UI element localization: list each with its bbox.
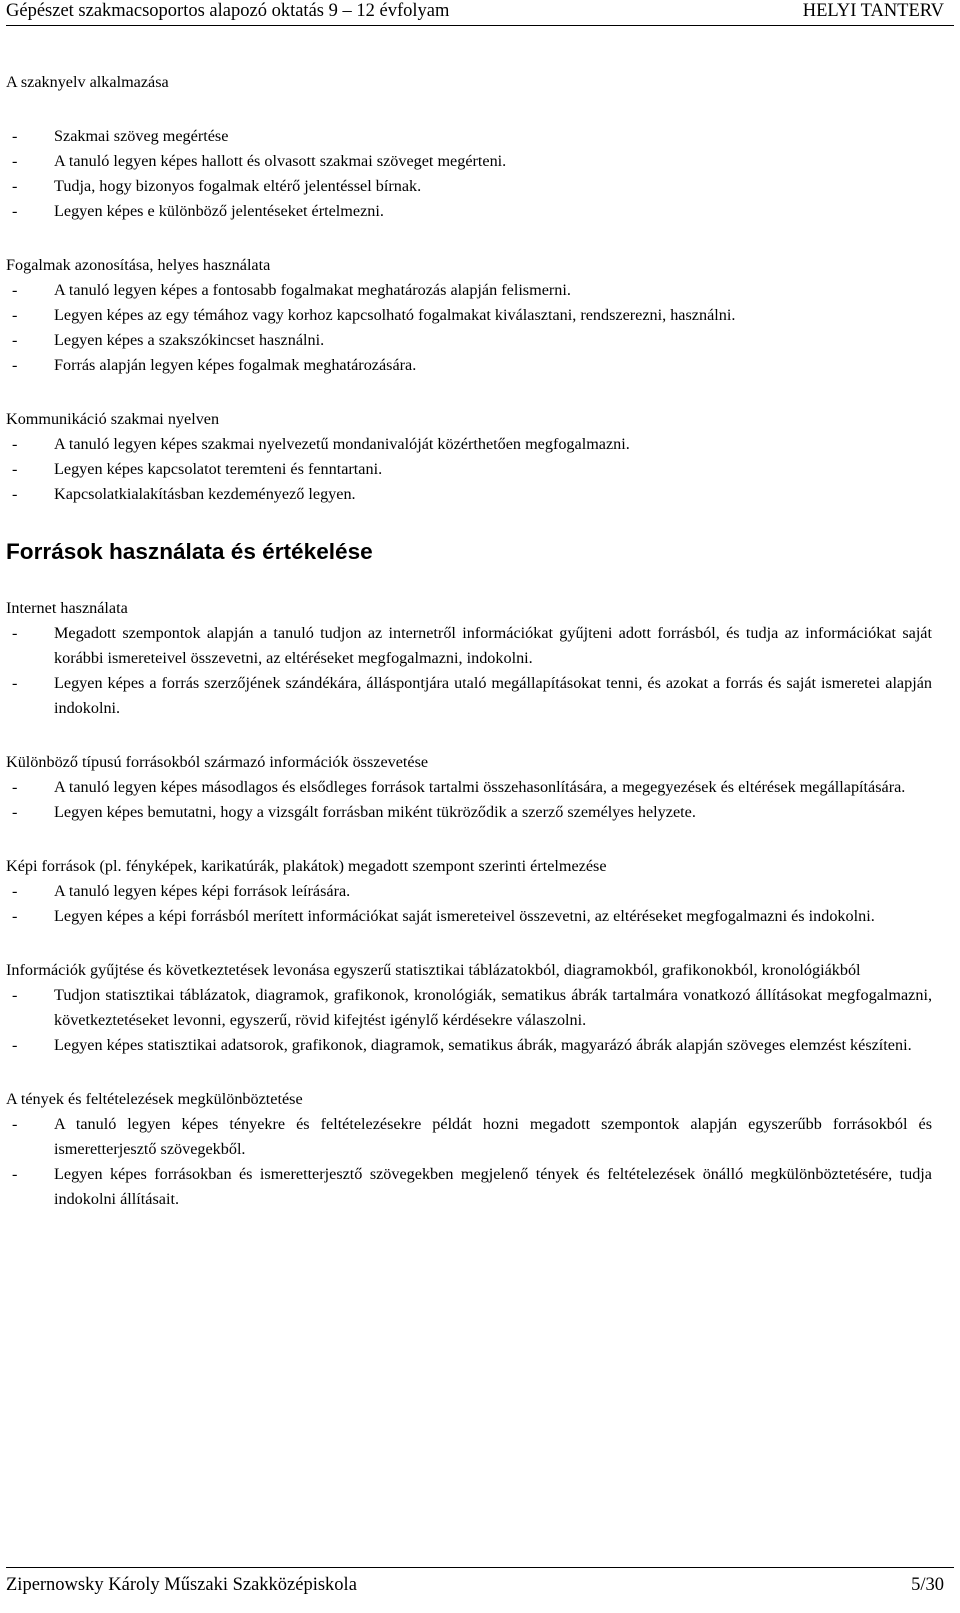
list-item: - Legyen képes bemutatni, hogy a vizsgált forrásban miként tükröződik a szerző személyes helyzete.	[6, 800, 932, 825]
bullet-dash: -	[12, 882, 18, 900]
list-fogalmak	[6, 278, 932, 378]
list-item: - Forrás alapján legyen képes fogalmak meghatározására.	[6, 353, 932, 378]
list-kulonbozo	[6, 775, 932, 825]
bullet-dash: -	[12, 1165, 18, 1183]
bullet-dash: -	[12, 674, 18, 692]
footer-school-name: Zipernowsky Károly Műszaki Szakközépiskola	[6, 1575, 357, 1595]
bullet-dash: -	[12, 624, 18, 642]
bullet-dash: -	[12, 306, 18, 324]
list-item: - Legyen képes a forrás szerzőjének szándékára, álláspontjára utaló megállapításokat tenni, és azokat a forrás és saját ismeretei alapján indokolni.	[6, 671, 932, 721]
page-content	[6, 70, 932, 1212]
list-item: - Megadott szempontok alapján a tanuló tudjon az internetről információkat gyűjteni adott forrásból, és tudja az információkat saját korábbi ismereteivel összevetni, az eltéréseket megfogalmazni, indokolni.	[6, 621, 932, 671]
section-heading-internet: Internet használata	[6, 599, 128, 617]
list-tenyek	[6, 1112, 932, 1212]
page-header	[6, 0, 954, 26]
bullet-dash: -	[12, 1036, 18, 1054]
bullet-dash: -	[12, 460, 18, 478]
bullet-dash: -	[12, 907, 18, 925]
list-item: - Tudjon statisztikai táblázatok, diagramok, grafikonok, kronológiák, sematikus ábrák tartalmára vonatkozó állításokat megfogalmazni, következtetéseket levonni, egyszerű, rövid kifejtést igénylő kérdésekre válaszolni.	[6, 983, 932, 1033]
list-item: - Szakmai szöveg megértése	[6, 124, 932, 149]
list-item: - A tanuló legyen képes tényekre és feltételezésekre példát hozni megadott szempontok alapján egyszerűbb forrásokból és ismeretterjesztő szövegekből.	[6, 1112, 932, 1162]
list-item: - Legyen képes e különböző jelentéseket értelmezni.	[6, 199, 932, 224]
list-item: - A tanuló legyen képes hallott és olvasott szakmai szöveget megérteni.	[6, 149, 932, 174]
bullet-dash: -	[12, 331, 18, 349]
bullet-dash: -	[12, 127, 18, 145]
section-heading-fogalmak: Fogalmak azonosítása, helyes használata	[6, 256, 271, 274]
list-item: - A tanuló legyen képes a fontosabb fogalmakat meghatározás alapján felismerni.	[6, 278, 932, 303]
page-footer	[6, 1567, 954, 1608]
section-heading-szaknyelv: A szaknyelv alkalmazása	[6, 73, 169, 91]
list-item: - Legyen képes kapcsolatot teremteni és fenntartani.	[6, 457, 932, 482]
list-item: - Tudja, hogy bizonyos fogalmak eltérő jelentéssel bírnak.	[6, 174, 932, 199]
bullet-dash: -	[12, 152, 18, 170]
list-item: - A tanuló legyen képes képi források leírására.	[6, 879, 932, 904]
list-kepi	[6, 879, 932, 929]
list-item: - A tanuló legyen képes szakmai nyelvezetű mondanivalóját közérthetően megfogalmazni.	[6, 432, 932, 457]
bullet-dash: -	[12, 803, 18, 821]
page-number: 5/30	[911, 1575, 944, 1595]
bullet-dash: -	[12, 986, 18, 1004]
list-item: - A tanuló legyen képes másodlagos és elsődleges források tartalmi összehasonlítására, a megegyezések és eltérések megállapítására.	[6, 775, 932, 800]
list-item: - Kapcsolatkialakításban kezdeményező legyen.	[6, 482, 932, 507]
section-heading-informaciok: Információk gyűjtése és következtetések levonása egyszerű statisztikai táblázatokból, diagramokból, grafikonokból, kronológiákból	[6, 961, 861, 979]
list-item: - Legyen képes statisztikai adatsorok, grafikonok, diagramok, sematikus ábrák, magyarázó ábrák alapján szöveges elemzést készíteni.	[6, 1033, 932, 1058]
bullet-dash: -	[12, 485, 18, 503]
bullet-dash: -	[12, 202, 18, 220]
section-heading-kommunikacio: Kommunikáció szakmai nyelven	[6, 410, 220, 428]
bullet-dash: -	[12, 1115, 18, 1133]
bullet-dash: -	[12, 177, 18, 195]
list-item: - Legyen képes a szakszókincset használni.	[6, 328, 932, 353]
list-kommunikacio	[6, 432, 932, 507]
list-item: - Legyen képes az egy témához vagy korhoz kapcsolható fogalmakat kiválasztani, rendszerezni, használni.	[6, 303, 932, 328]
header-title: Gépészet szakmacsoportos alapozó oktatás 9 – 12 évfolyam	[6, 1, 450, 21]
bullet-dash: -	[12, 281, 18, 299]
bullet-dash: -	[12, 778, 18, 796]
section-heading-kulonbozo: Különböző típusú forrásokból származó információk összevetése	[6, 753, 429, 771]
section-heading-tenyek: A tények és feltételezések megkülönböztetése	[6, 1090, 303, 1108]
list-item: - Legyen képes forrásokban és ismeretterjesztő szövegekben megjelenő tények és feltételezések önálló megkülönböztetésére, tudja indokolni állításait.	[6, 1162, 932, 1212]
list-item: - Legyen képes a képi forrásból merített információkat saját ismereteivel összevetni, az eltéréseket megfogalmazni és indokolni.	[6, 904, 932, 929]
list-internet	[6, 621, 932, 721]
list-szaknyelv	[6, 124, 932, 224]
bullet-dash: -	[12, 356, 18, 374]
bullet-dash: -	[12, 435, 18, 453]
header-curriculum-label: HELYI TANTERV	[802, 1, 944, 21]
main-heading-forrasok: Források használata és értékelése	[6, 539, 373, 564]
list-informaciok	[6, 983, 932, 1058]
section-heading-kepi: Képi források (pl. fényképek, karikatúrák, plakátok) megadott szempont szerinti értelmezése	[6, 857, 607, 875]
